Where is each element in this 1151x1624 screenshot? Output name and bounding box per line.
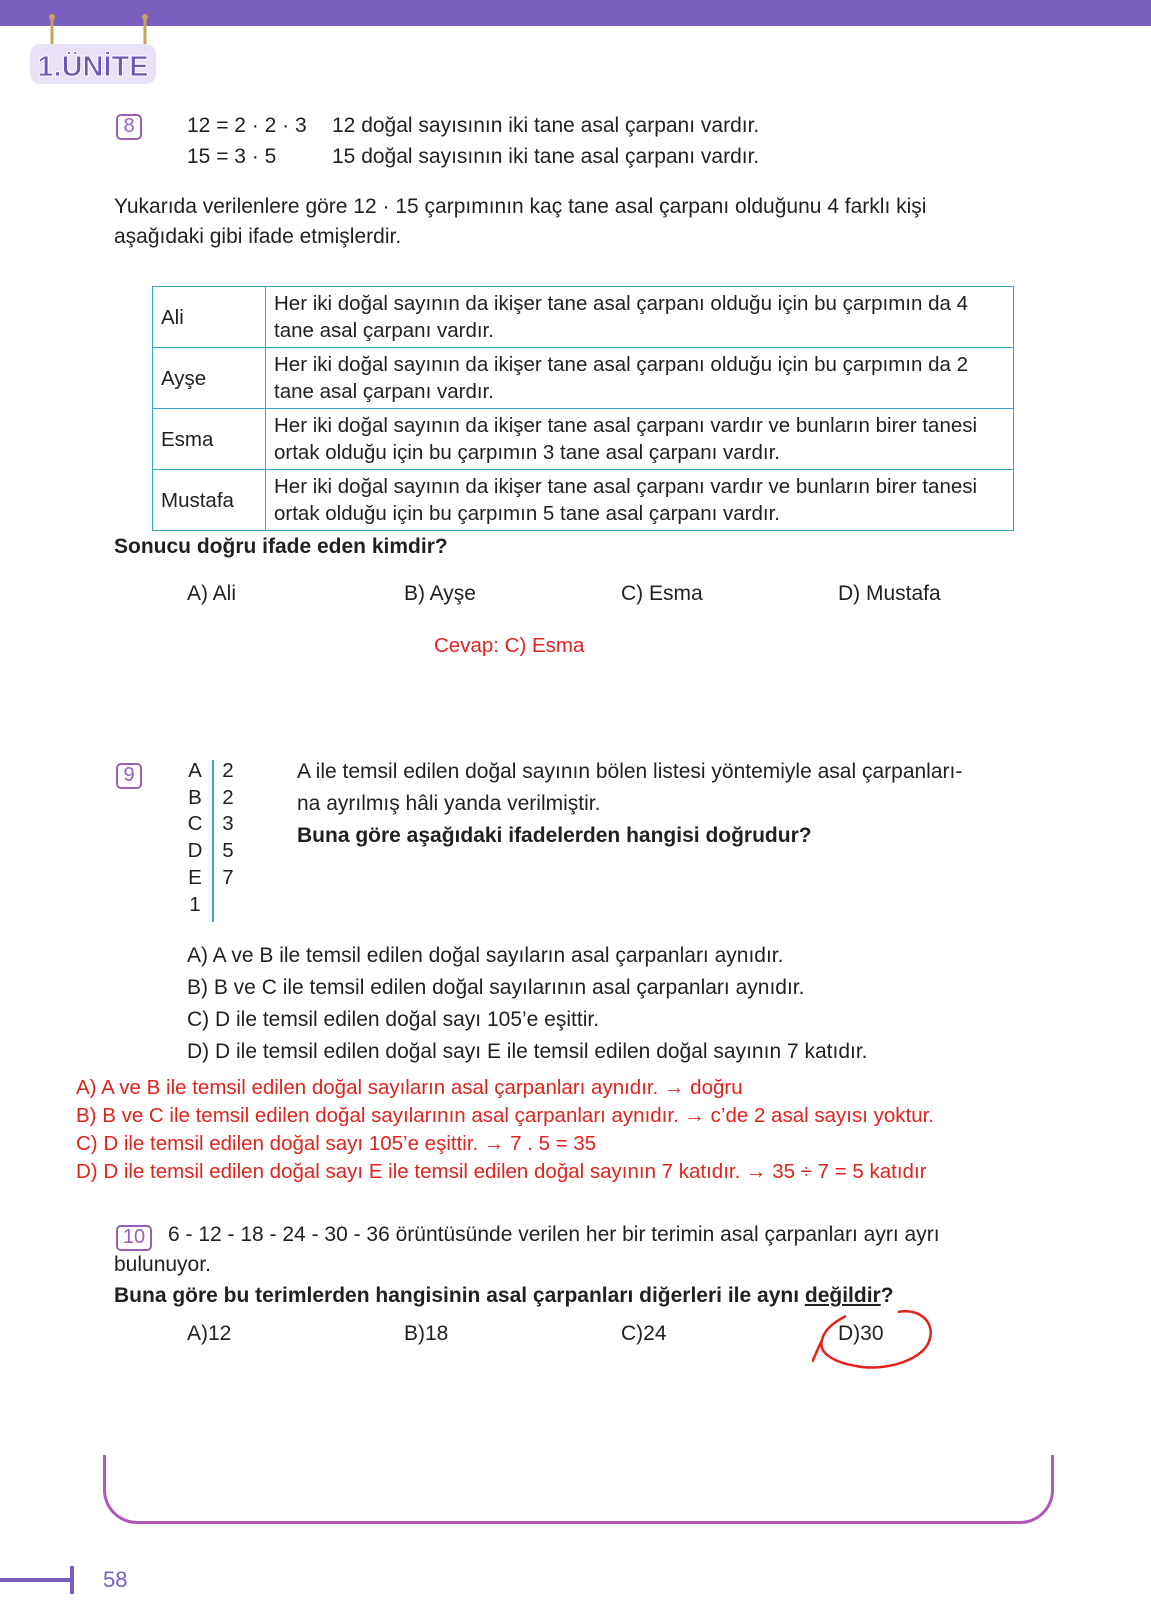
q10-question-pre: Buna göre bu terimlerden hangisinin asal çarpanları diğerleri ile aynı xyxy=(114,1284,805,1307)
division-divisors xyxy=(218,758,238,892)
page-number: 58 xyxy=(103,1567,128,1592)
q8-intro-line1: Yukarıda verilenlere göre 12 · 15 çarpımının kaç tane asal çarpanı olduğunu 4 farklı kişi xyxy=(114,195,927,218)
q10-question xyxy=(114,1280,894,1311)
question-number-10: 10 xyxy=(116,1225,152,1251)
division-letter: D xyxy=(187,839,203,863)
table-row xyxy=(153,348,1014,409)
q9-note-b: B) B ve C ile temsil edilen doğal sayılarının asal çarpanları aynıdır. → c’de 2 asal sayısı yoktur. xyxy=(76,1104,934,1127)
table-row xyxy=(153,287,1014,348)
division-letter: 1 xyxy=(189,892,201,916)
q10-option-c[interactable]: C)24 xyxy=(621,1322,667,1345)
q10-option-a[interactable]: A)12 xyxy=(187,1322,232,1345)
person-name: Ali xyxy=(153,287,266,348)
equation-12: 12 = 2 · 2 · 3 xyxy=(187,114,307,137)
question-number-9: 9 xyxy=(116,763,142,789)
q10-option-d[interactable]: D)30 xyxy=(838,1322,884,1345)
q9-text-line2: na ayrılmış hâli yanda verilmiştir. xyxy=(297,792,601,815)
q8-option-b[interactable]: B) Ayşe xyxy=(404,582,476,605)
q9-question: Buna göre aşağıdaki ifadelerden hangisi doğrudur? xyxy=(297,824,812,847)
table-row xyxy=(153,470,1014,531)
q10-text-line1: 6 - 12 - 18 - 24 - 30 - 36 örüntüsünde verilen her bir terimin asal çarpanları ayrı ayrı xyxy=(168,1223,940,1246)
person-statement: Her iki doğal sayının da ikişer tane asal çarpanı olduğu için bu çarpımın da 4 tane asal çarpanı vardır. xyxy=(266,287,1014,348)
q10-question-mark: ? xyxy=(880,1284,894,1307)
q9-note-d: D) D ile temsil edilen doğal sayı E ile temsil edilen doğal sayının 7 katıdır. → 35 ÷ 7 = 5 katıdır xyxy=(76,1160,927,1183)
divisor: 3 xyxy=(222,812,234,836)
q9-option-b[interactable]: B) B ve C ile temsil edilen doğal sayılarının asal çarpanları aynıdır. xyxy=(187,976,805,999)
person-name: Ayşe xyxy=(153,348,266,409)
q8-intro-line2: aşağıdaki gibi ifade etmişlerdir. xyxy=(114,225,402,248)
table-row xyxy=(153,409,1014,470)
division-letter: A xyxy=(188,759,202,782)
statements-table xyxy=(152,286,1014,531)
page-number-bar xyxy=(0,1578,70,1582)
division-letter: B xyxy=(188,785,202,809)
q10-text-line2: bulunuyor. xyxy=(114,1253,211,1276)
division-divider xyxy=(212,760,214,922)
q8-question: Sonucu doğru ifade eden kimdir? xyxy=(114,535,448,558)
divisor: 7 xyxy=(222,865,234,889)
person-statement: Her iki doğal sayının da ikişer tane asal çarpanı vardır ve bunların birer tanesi ortak olduğu için bu çarpımın 3 tane asal çarpanı vardır. xyxy=(266,409,1014,470)
q9-option-d[interactable]: D) D ile temsil edilen doğal sayı E ile temsil edilen doğal sayının 7 katıdır. xyxy=(187,1040,868,1063)
person-statement: Her iki doğal sayının da ikişer tane asal çarpanı vardır ve bunların birer tanesi ortak olduğu için bu çarpımın 5 tane asal çarpanı vardır. xyxy=(266,470,1014,531)
divisor: 2 xyxy=(222,785,234,809)
q9-option-a[interactable]: A) A ve B ile temsil edilen doğal sayıların asal çarpanları aynıdır. xyxy=(187,944,784,967)
q8-option-d[interactable]: D) Mustafa xyxy=(838,582,941,605)
q9-note-a: A) A ve B ile temsil edilen doğal sayıların asal çarpanları aynıdır. → doğru xyxy=(76,1076,743,1099)
equation-15: 15 = 3 · 5 xyxy=(187,145,277,168)
unit-badge-logo xyxy=(28,14,158,88)
divisor: 5 xyxy=(222,839,234,863)
top-bar xyxy=(0,0,1151,26)
svg-text:1.ÜNİTE: 1.ÜNİTE xyxy=(37,51,149,83)
q9-option-c[interactable]: C) D ile temsil edilen doğal sayı 105’e eşittir. xyxy=(187,1008,600,1031)
q8-option-a[interactable]: A) Ali xyxy=(187,582,237,605)
q10-option-b[interactable]: B)18 xyxy=(404,1322,449,1345)
person-name: Esma xyxy=(153,409,266,470)
division-letters xyxy=(183,758,207,918)
note-12: 12 doğal sayısının iki tane asal çarpanı vardır. xyxy=(332,114,760,137)
person-name: Mustafa xyxy=(153,470,266,531)
note-15: 15 doğal sayısının iki tane asal çarpanı vardır. xyxy=(332,145,760,168)
page-number-tick xyxy=(70,1566,74,1594)
q9-note-c: C) D ile temsil edilen doğal sayı 105’e eşittir. → 7 . 5 = 35 xyxy=(76,1132,597,1155)
bottom-frame xyxy=(103,1455,1054,1524)
question-number-8: 8 xyxy=(116,114,142,140)
divisor: 2 xyxy=(222,759,234,782)
q10-question-emphasis: değildir xyxy=(804,1284,881,1307)
person-statement: Her iki doğal sayının da ikişer tane asal çarpanı olduğu için bu çarpımın da 2 tane asal çarpanı vardır. xyxy=(266,348,1014,409)
division-letter: E xyxy=(188,865,202,889)
division-letter: C xyxy=(187,812,203,836)
q8-answer: Cevap: C) Esma xyxy=(434,634,585,657)
q8-option-c[interactable]: C) Esma xyxy=(621,582,703,605)
answer-circle-mark xyxy=(812,1304,936,1376)
q9-text-line1: A ile temsil edilen doğal sayının bölen listesi yöntemiyle asal çarpanları- xyxy=(297,760,963,783)
